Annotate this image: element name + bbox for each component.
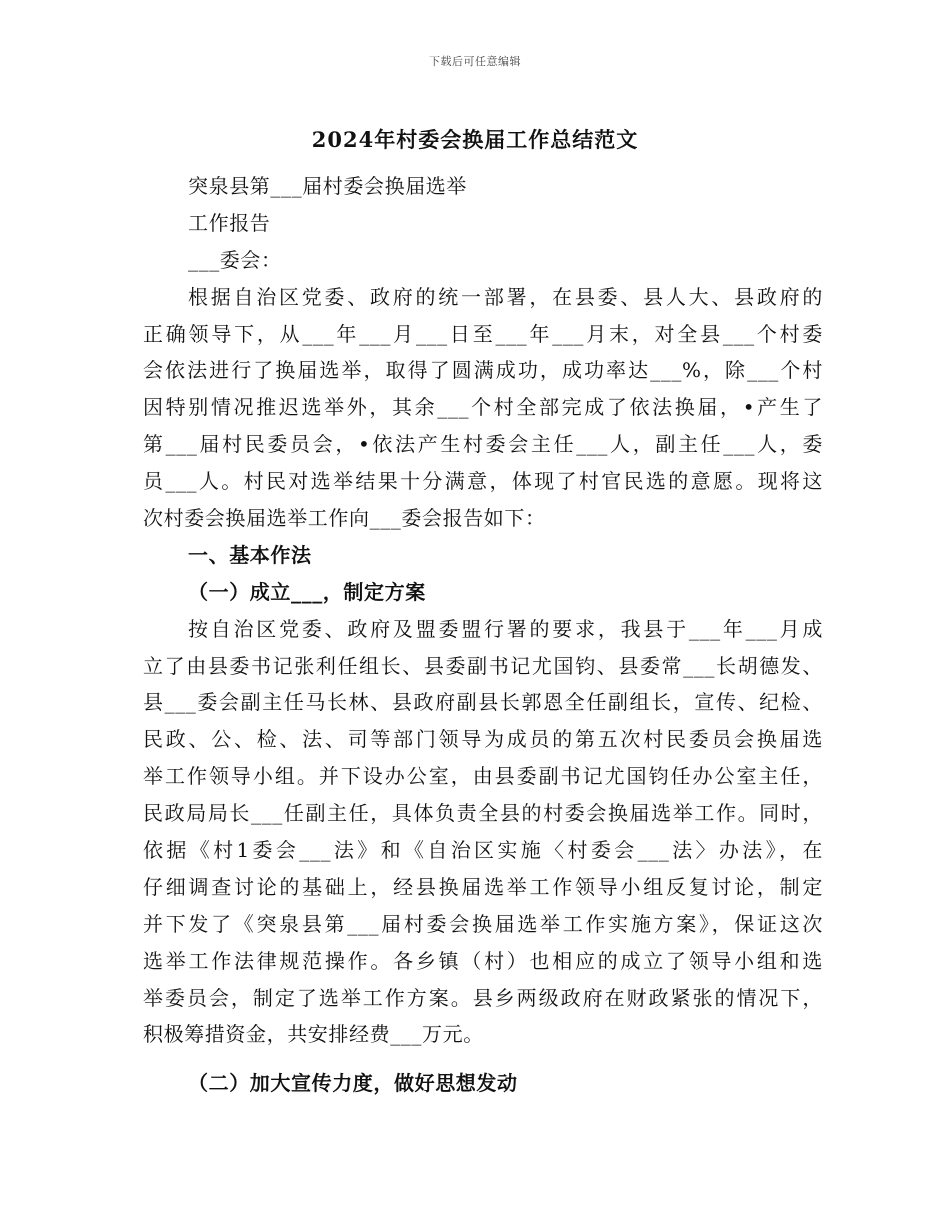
text-line: 县___委会副主任马长林、县政府副县长郭恩全任副组长，宣传、纪检、 bbox=[143, 690, 823, 715]
paragraph-intro bbox=[143, 279, 823, 537]
text-line: 民政局局长___任副主任，具体负责全县的村委会换届选举工作。同时， bbox=[143, 801, 823, 826]
text-line: 民政、公、检、法、司等部门领导为成员的第五次村民委员会换届选 bbox=[143, 727, 823, 752]
text-line: 正确领导下，从___年___月___日至___年___月末，对全县___个村委 bbox=[143, 321, 823, 346]
text-line: 并下发了《突泉县第___届村委会换届选举工作实施方案》，保证这次 bbox=[143, 911, 823, 936]
text-line: 立了由县委书记张利任组长、县委副书记尤国钧、县委常___长胡德发、 bbox=[143, 653, 823, 678]
text-line: 第___届村民委员会，•依法产生村委会主任___人，副主任___人，委 bbox=[143, 432, 823, 457]
text-line: 会依法进行了换届选举，取得了圆满成功，成功率达___%，除___个村 bbox=[143, 358, 823, 383]
text-line: 次村委会换届选举工作向___委会报告如下： bbox=[143, 506, 546, 531]
opening-line: 突泉县第___届村委会换届选举 bbox=[188, 174, 467, 198]
text-line: 员___人。村民对选举结果十分满意，体现了村官民选的意愿。现将这 bbox=[143, 469, 823, 494]
document-body bbox=[143, 168, 823, 1102]
opening-line: 工作报告 bbox=[188, 210, 271, 235]
section-heading: 一、基本作法 bbox=[188, 542, 312, 567]
spacer bbox=[143, 1053, 823, 1065]
text-line: 举委员会，制定了选举工作方案。县乡两级政府在财政紧张的情况下， bbox=[143, 985, 823, 1010]
text-line: 依据《村1委会___法》和《自治区实施〈村委会___法〉办法》，在 bbox=[143, 838, 823, 863]
text-line: 仔细调查讨论的基础上，经县换届选举工作领导小组反复讨论，制定 bbox=[143, 874, 823, 899]
text-line: 按自治区党委、政府及盟委盟行署的要求，我县于___年___月成 bbox=[188, 616, 823, 641]
salutation: ___委会： bbox=[188, 247, 282, 272]
document-title: 2024年村委会换届工作总结范文 bbox=[311, 127, 639, 152]
text-line: 积极筹措资金，共安排经费___万元。 bbox=[143, 1022, 484, 1047]
paragraph-basic-method bbox=[143, 611, 823, 1054]
subsection-heading: （二）加大宣传力度，做好思想发动 bbox=[188, 1071, 518, 1096]
page-header: 下载后可任意编辑 bbox=[429, 55, 521, 68]
text-line: 因特别情况推迟选举外，其余___个村全部完成了依法换届，•产生了 bbox=[143, 395, 823, 420]
text-line: 举工作领导小组。并下设办公室，由县委副书记尤国钧任办公室主任， bbox=[143, 764, 823, 789]
subsection-heading: （一）成立___，制定方案 bbox=[188, 579, 426, 604]
text-line: 根据自治区党委、政府的统一部署，在县委、县人大、县政府的 bbox=[188, 284, 823, 309]
text-line: 选举工作法律规范操作。各乡镇（村）也相应的成立了领导小组和选 bbox=[143, 948, 823, 973]
